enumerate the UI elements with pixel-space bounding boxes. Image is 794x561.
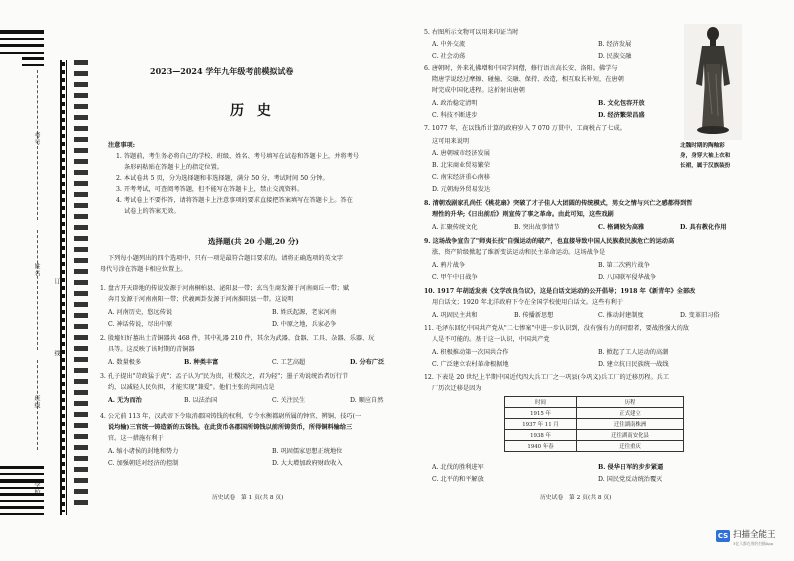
page-footer-right: 历史试卷 第 2 页(共 8 页) xyxy=(540,495,612,501)
q5-option-a: A. 中外交流 xyxy=(432,41,466,48)
q5-option-d: D. 民族交融 xyxy=(598,53,632,60)
table-cell: 迁往湖南株洲 xyxy=(577,419,684,430)
q1-option-b: B. 姓氏起源，老家河南 xyxy=(272,309,337,316)
question-11-text: 人是不可能的。基于这一认识，中国共产党 xyxy=(432,336,550,343)
q6-option-c: C. 科技不断进步 xyxy=(432,112,478,119)
q5-option-b: B. 经济发展 xyxy=(598,41,632,48)
barcode-bar xyxy=(0,38,44,40)
table-header-cell: 历程 xyxy=(577,397,684,408)
table-header-cell: 时间 xyxy=(505,397,577,408)
name-label: 姓名 xyxy=(33,263,40,277)
question-2-text: 2. 殷墟妇好墓出土青铜器共 468 件，其中礼器 210 件，其余为武器、食器、工具、杂器、乐器、玩 xyxy=(100,335,375,342)
q10-option-c: C. 推动封建制度 xyxy=(598,312,644,319)
q4-option-d: D. 大大增加政府财政收入 xyxy=(272,460,343,467)
note-line: 2. 本试卷共 5 页，分为选择题和非选择题，满分 50 分，考试时间 50 分钟。 xyxy=(116,175,329,182)
question-10-text: 10. 1917 年胡适发表《文学改良刍议》，这是白话文运动的公开倡导；1918 年《新青年》全部改 xyxy=(424,288,696,295)
q3-option-d: D. 顺应自然 xyxy=(350,397,384,404)
q11-option-d: D. 建立抗日民族统一战线 xyxy=(598,361,669,368)
q7-option-b: B. 北宋商业贸易繁荣 xyxy=(432,162,490,169)
section-intro: 母代号涂在答题卡相应位置上。 xyxy=(100,266,187,273)
q10-option-a: A. 巩固民主共和 xyxy=(432,312,478,319)
q12-option-c: C. 北平的和平解放 xyxy=(432,476,484,483)
note-line: 1. 答题前，考生务必将自己的学校、班级、姓名、考号填写在试卷和答题卡上，并将考号 xyxy=(116,153,359,160)
table-cell: 1915 年 xyxy=(505,408,577,419)
binding-hatch xyxy=(62,62,65,512)
question-4-text: 说均输)三官统一铸造新的五铢钱。在此货币各郡国所铸钱以前所铸货币，所得铜料输给三 xyxy=(108,424,353,431)
q4-option-b: B. 巩固儒家思想正统地位 xyxy=(272,448,343,455)
exam-title: 2023—2024 学年九年级考前模拟试卷 xyxy=(150,66,294,76)
table-cell: 正式建立 xyxy=(577,408,684,419)
q5-option-c: C. 社会动荡 xyxy=(432,53,466,60)
table-row xyxy=(505,441,684,452)
question-6-text: 6. 唐朝时，外来礼佛增和中国学问僧，修行语言高长安、洛阳。佛学与 xyxy=(424,65,618,72)
q1-option-d: D. 中原之地，兵家必争 xyxy=(272,321,337,328)
q10-option-d: D. 变革旧习俗 xyxy=(680,312,720,319)
note-line: 4. 考试卷上不要作答，请将答题卡上注意事项的要求直接把答案填写在答题卡上。答在 xyxy=(116,197,353,204)
figurine-caption: 长裙，属于汉族装扮 xyxy=(680,163,731,169)
figurine-caption: 身，身穿大袖上衣和 xyxy=(680,153,731,159)
barcode-bar xyxy=(0,52,44,54)
q8-option-d: D. 具有教化作用 xyxy=(680,224,727,231)
table-cell: 迁往重庆 xyxy=(577,441,684,452)
note-line: 试卷上的答案无效。 xyxy=(124,208,180,215)
subject-title: 历 史 xyxy=(230,103,275,119)
question-6-text: 隋唐学说经过摩擦、碰撞、交融、保持、改造，相互取长补短，在唐朝 xyxy=(432,76,624,83)
question-8-text: 8. 清朝戏剧家孔尚任《桃花扇》突破了才子佳人大团圆的传统模式，男女之情与兴亡之感都得到哲 xyxy=(424,200,693,207)
q1-option-c: C. 神话传说，尽出中原 xyxy=(108,321,173,328)
notes-heading: 注意事项: xyxy=(108,142,136,149)
q3-option-b: B. 以法治国 xyxy=(184,397,218,404)
class-label: 班级 xyxy=(33,395,40,409)
q8-option-b: B. 突出故事情节 xyxy=(514,224,560,231)
q9-option-b: B. 第二次鸦片战争 xyxy=(598,262,650,269)
table-row xyxy=(505,408,684,419)
question-8-text: 理性的升华;《日出前后》则宣传了事之革命。由此可知，这些戏剧 xyxy=(432,211,614,218)
q2-option-d: D. 分布广泛 xyxy=(350,359,385,366)
q9-option-a: A. 鸦片战争 xyxy=(432,262,466,269)
q7-option-a: A. 唐朝城市经济发展 xyxy=(432,150,490,157)
barcode-bar xyxy=(0,513,44,515)
q1-option-a: A. 河南历史，悠远传说 xyxy=(108,309,173,316)
q12-option-b: B. 侵华日军的步步紧逼 xyxy=(598,464,664,471)
page-footer-left: 历史试卷 第 1 页(共 8 页) xyxy=(212,495,284,501)
question-12-text: 12. 下表是 20 世纪上半期中国近代四大兵工厂之一巩县(今巩义)兵工厂的迁移历程。兵工 xyxy=(424,374,670,381)
q7-option-c: C. 南宋经济重心南移 xyxy=(432,174,490,181)
question-3-text: 3. 孔子提出"苛政猛于虎"；孟子认为"民为贵，社稷次之，君为轻"；墨子劝说统治者厉行节 xyxy=(100,373,349,380)
question-3-text: 约，以减轻人民负担，才能实现"兼爱"。他们主张的共同点是 xyxy=(108,384,275,391)
barcode-bar xyxy=(0,30,44,34)
seat-label: 考号 xyxy=(33,132,40,146)
barcode-bar xyxy=(0,44,44,47)
note-line: 条形码粘贴在答题卡上的指定位置。 xyxy=(124,164,223,171)
table-header-row xyxy=(505,397,684,408)
q2-option-c: C. 工艺高超 xyxy=(272,359,306,366)
q11-option-b: B. 掀起了工人运动的高潮 xyxy=(598,349,669,356)
q8-option-c: C. 格调较为高雅 xyxy=(598,224,645,231)
question-9-text: 9. 这场战争宣告了"师夷长技"自强运动的破产，也直接导致中国人民族救民族危亡的运动高 xyxy=(424,238,675,245)
scanner-name: 扫描全能王 xyxy=(733,530,776,540)
q11-option-a: A. 积极推动第一次国共合作 xyxy=(432,349,509,356)
relocation-table xyxy=(504,396,684,452)
scanner-logo-icon: CS xyxy=(717,532,729,540)
barcode-bar xyxy=(0,500,44,502)
barcode-bar xyxy=(0,506,44,509)
note-line: 3. 开考考试，可查阅考答题，但不能写在答题卡上，禁止交流资料。 xyxy=(116,186,304,193)
table-row xyxy=(505,419,684,430)
table-cell: 1940 年春 xyxy=(505,441,577,452)
barcode-bar xyxy=(0,473,44,475)
q9-option-c: C. 甲午中日战争 xyxy=(432,274,478,281)
question-6-text: 时完成中国化进程。这折射出唐朝 xyxy=(432,87,525,94)
question-1-text: 奔月发源于河南南阳一带；伏羲画卦发源于河南淮阳县一带。这说明 xyxy=(108,296,294,303)
question-7-text: 7. 1077 年，在以钱币计算的政府岁入 7 070 万贯中，工商税占了七成。 xyxy=(424,125,626,132)
table-row xyxy=(505,430,684,441)
binding-hatch xyxy=(74,60,88,510)
question-4-text: 4. 公元前 113 年，汉武帝下令取消郡国铸钱的权利，专令水衡都尉所属的钟官、辨铜、技巧(一 xyxy=(100,413,362,420)
question-9-text: 涨，资产阶级掀起了维新变法运动和民主革命运动。这场战争是 xyxy=(432,249,606,256)
q11-option-c: C. 广泛建立农村革命根据地 xyxy=(432,361,509,368)
q2-option-a: A. 数量极多 xyxy=(108,359,142,366)
q8-option-a: A. 汇聚传统文化 xyxy=(432,224,478,231)
barcode-bar xyxy=(22,57,44,60)
question-11-text: 11. 毛泽东回忆中国共产党从"二七惨案"中进一步认识到，没有强有力的同盟者，要战胜强大的敌 xyxy=(424,325,689,332)
q12-option-d: D. 国民党反动统治覆灭 xyxy=(598,476,663,483)
figurine-image xyxy=(684,24,742,140)
q12-option-a: A. 北伐的胜利进军 xyxy=(432,464,484,471)
question-5-text: 5. 右图所示文物可以用来印证当时 xyxy=(424,29,519,36)
scanner-tagline: 3亿人都在用的扫描App xyxy=(733,541,774,546)
figurine-caption: 北魏时期的陶釉彩 xyxy=(680,143,725,149)
barcode-bar xyxy=(22,64,44,66)
q10-option-b: B. 传播新思想 xyxy=(514,312,554,319)
table-cell: 1937 年 11 月 xyxy=(505,419,577,430)
binding-line xyxy=(66,60,67,515)
barcode-bar xyxy=(0,466,44,469)
table-cell: 1938 年 xyxy=(505,430,577,441)
question-2-text: 具等。这反映了该时期的青铜器 xyxy=(108,346,195,353)
q3-option-a: A. 无为而治 xyxy=(108,397,142,404)
question-7-text: 这可用来说明 xyxy=(432,138,470,145)
xian-label: 线 xyxy=(53,350,60,357)
q9-option-d: D. 八国联军侵华战争 xyxy=(598,274,657,281)
school-label: 学校 xyxy=(33,482,40,496)
q3-option-c: C. 关注民生 xyxy=(272,397,306,404)
q6-option-a: A. 政治稳定清明 xyxy=(432,100,478,107)
question-12-text: 厂历次迁移是因为 xyxy=(432,385,482,392)
question-10-text: 用白话文；1920 年北洋政府下令在全国学校使用白话文。这些有利于 xyxy=(432,299,623,306)
q4-option-c: C. 加强朝廷对经济的控制 xyxy=(108,460,179,467)
q2-option-b: B. 种类丰富 xyxy=(184,359,219,366)
q7-option-d: D. 元朝海外贸易发达 xyxy=(432,186,491,193)
section-intro: 下列每小题列出的四个选项中，只有一项是最符合题目要求的。请将正确选项的英文字 xyxy=(108,255,344,262)
ding-label: 订 xyxy=(53,278,60,285)
section-title: 选择题(共 20 小题,20 分) xyxy=(208,237,299,246)
question-4-text: 官。这一措施有利于 xyxy=(108,435,164,442)
q6-option-d: D. 经济繁荣昌盛 xyxy=(598,112,645,119)
q4-option-a: A. 缩小诸侯的封地和势力 xyxy=(108,448,179,455)
name-line xyxy=(37,230,38,350)
table-cell: 迁往湖南安化县 xyxy=(577,430,684,441)
q6-option-b: B. 文化包容开放 xyxy=(598,100,645,107)
question-1-text: 1. 盘古开天辟地的传说发源于河南桐柏县、泌阳县一带；玄鸟生商发源于河南商丘一带；赋 xyxy=(100,285,350,292)
